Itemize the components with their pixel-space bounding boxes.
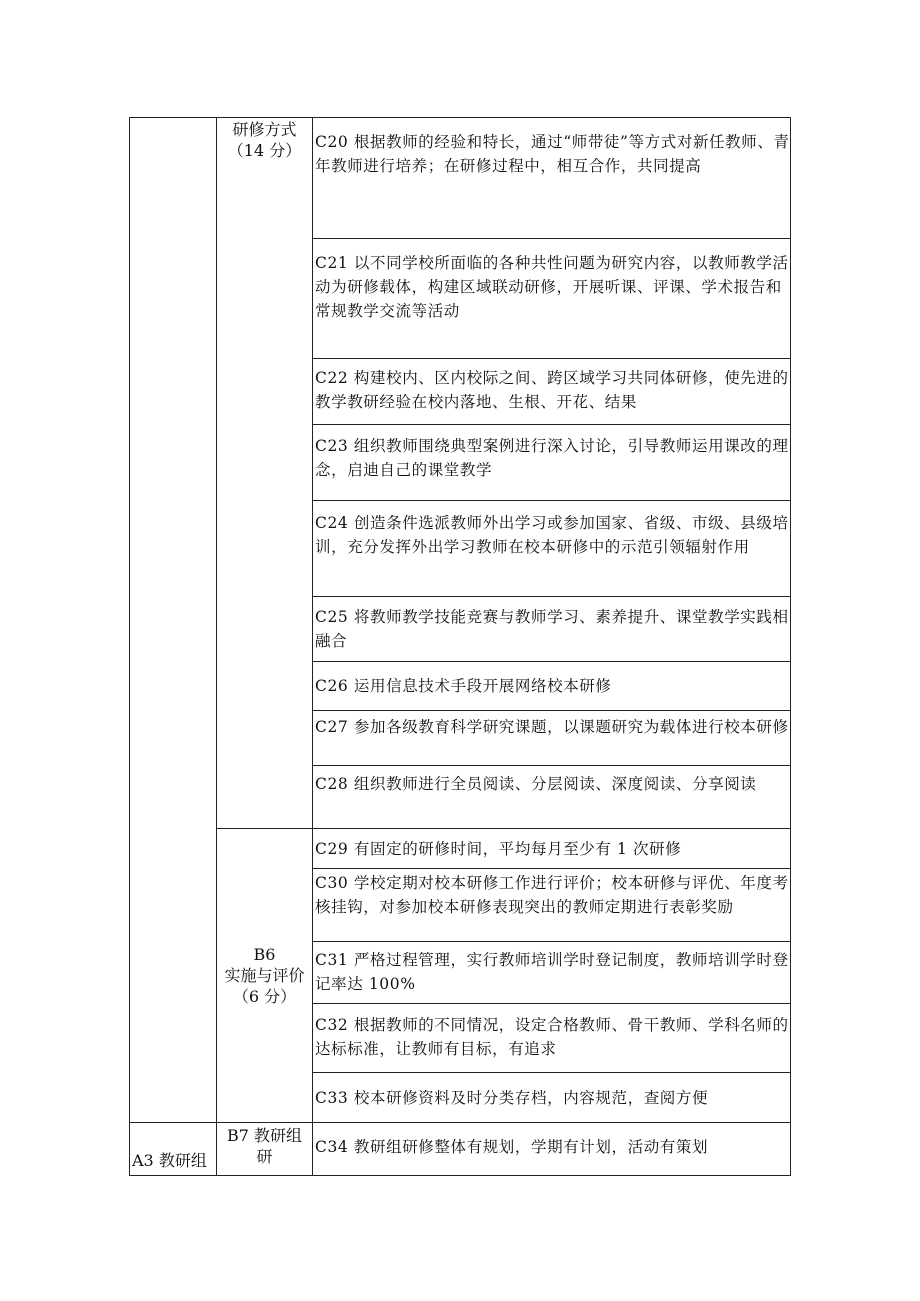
criterion-text: C27 参加各级教育科学研究课题，以课题研究为载体进行校本研修 — [315, 718, 789, 736]
criterion-c32 — [313, 1004, 791, 1073]
criterion-c28 — [313, 766, 791, 829]
criterion-c21 — [313, 239, 791, 359]
a3-cell — [130, 1123, 217, 1176]
criterion-c25 — [313, 597, 791, 662]
criterion-text: C21 以不同学校所面临的各种共性问题为研究内容，以教师教学活动为研修载体，构建区域联动研修，开展听课、评课、学术报告和常规教学交流等活动 — [315, 254, 789, 320]
criterion-text: C30 学校定期对校本研修工作进行评价；校本研修与评优、年度考核挂钩，对参加校本研修表现突出的教师定期进行表彰奖励 — [315, 874, 789, 916]
evaluation-table — [129, 117, 791, 1176]
criterion-c33 — [313, 1073, 791, 1123]
b5-cell — [217, 118, 313, 829]
table-row — [130, 829, 791, 869]
b6-code: B6 — [253, 945, 276, 964]
criterion-text: C25 将教师教学技能竞赛与教师学习、素养提升、课堂教学实践相融合 — [315, 608, 789, 650]
b7-cell — [217, 1123, 313, 1176]
a-level-cell-empty — [130, 118, 217, 1123]
b7-title: B7 教研组 — [226, 1126, 303, 1145]
table-row — [130, 118, 791, 239]
b6-cell — [217, 829, 313, 1123]
criterion-c29 — [313, 829, 791, 869]
criterion-text: C33 校本研修资料及时分类存档，内容规范，查阅方便 — [315, 1089, 709, 1107]
criterion-c34 — [313, 1123, 791, 1176]
table-row — [130, 1123, 791, 1176]
criterion-text: C32 根据教师的不同情况，设定合格教师、骨干教师、学科名师的达标标准，让教师有目标，有追求 — [315, 1016, 789, 1058]
criterion-text: C26 运用信息技术手段开展网络校本研修 — [315, 677, 612, 695]
b6-label — [217, 944, 312, 1007]
criterion-c31 — [313, 942, 791, 1004]
criterion-c22 — [313, 359, 791, 425]
criterion-c26 — [313, 662, 791, 711]
b6-title: 实施与评价 — [224, 966, 305, 985]
criterion-text: C34 教研组研修整体有规划，学期有计划，活动有策划 — [315, 1138, 709, 1156]
criterion-text: C22 构建校内、区内校际之间、跨区域学习共同体研修，使先进的教学教研经验在校内落地、生根、开花、结果 — [315, 369, 789, 411]
criterion-text: C24 创造条件选派教师外出学习或参加国家、省级、市级、县级培训，充分发挥外出学习教师在校本研修中的示范引领辐射作用 — [315, 514, 789, 556]
criterion-c27 — [313, 711, 791, 766]
criterion-text: C31 严格过程管理，实行教师培训学时登记制度，教师培训学时登记率达 100% — [315, 951, 789, 993]
b7-label — [217, 1123, 312, 1167]
b5-score: （14 分） — [227, 141, 302, 160]
criterion-c30 — [313, 869, 791, 942]
b5-title: 研修方式 — [232, 120, 297, 139]
criterion-c23 — [313, 425, 791, 501]
criterion-c20 — [313, 118, 791, 239]
b7-title-cont: 研 — [256, 1147, 273, 1166]
criterion-c24 — [313, 501, 791, 597]
b6-score: （6 分） — [232, 987, 297, 1006]
b5-label — [217, 118, 312, 161]
criterion-text: C28 组织教师进行全员阅读、分层阅读、深度阅读、分享阅读 — [315, 775, 757, 793]
criterion-text: C29 有固定的研修时间，平均每月至少有 1 次研修 — [315, 840, 682, 858]
a3-label: A3 教研组 — [132, 1151, 207, 1170]
criterion-text: C20 根据教师的经验和特长，通过“师带徒”等方式对新任教师、青年教师进行培养；在研修过程中，相互合作，共同提高 — [315, 133, 790, 175]
criterion-text: C23 组织教师围绕典型案例进行深入讨论，引导教师运用课改的理念，启迪自己的课堂教学 — [315, 437, 789, 479]
